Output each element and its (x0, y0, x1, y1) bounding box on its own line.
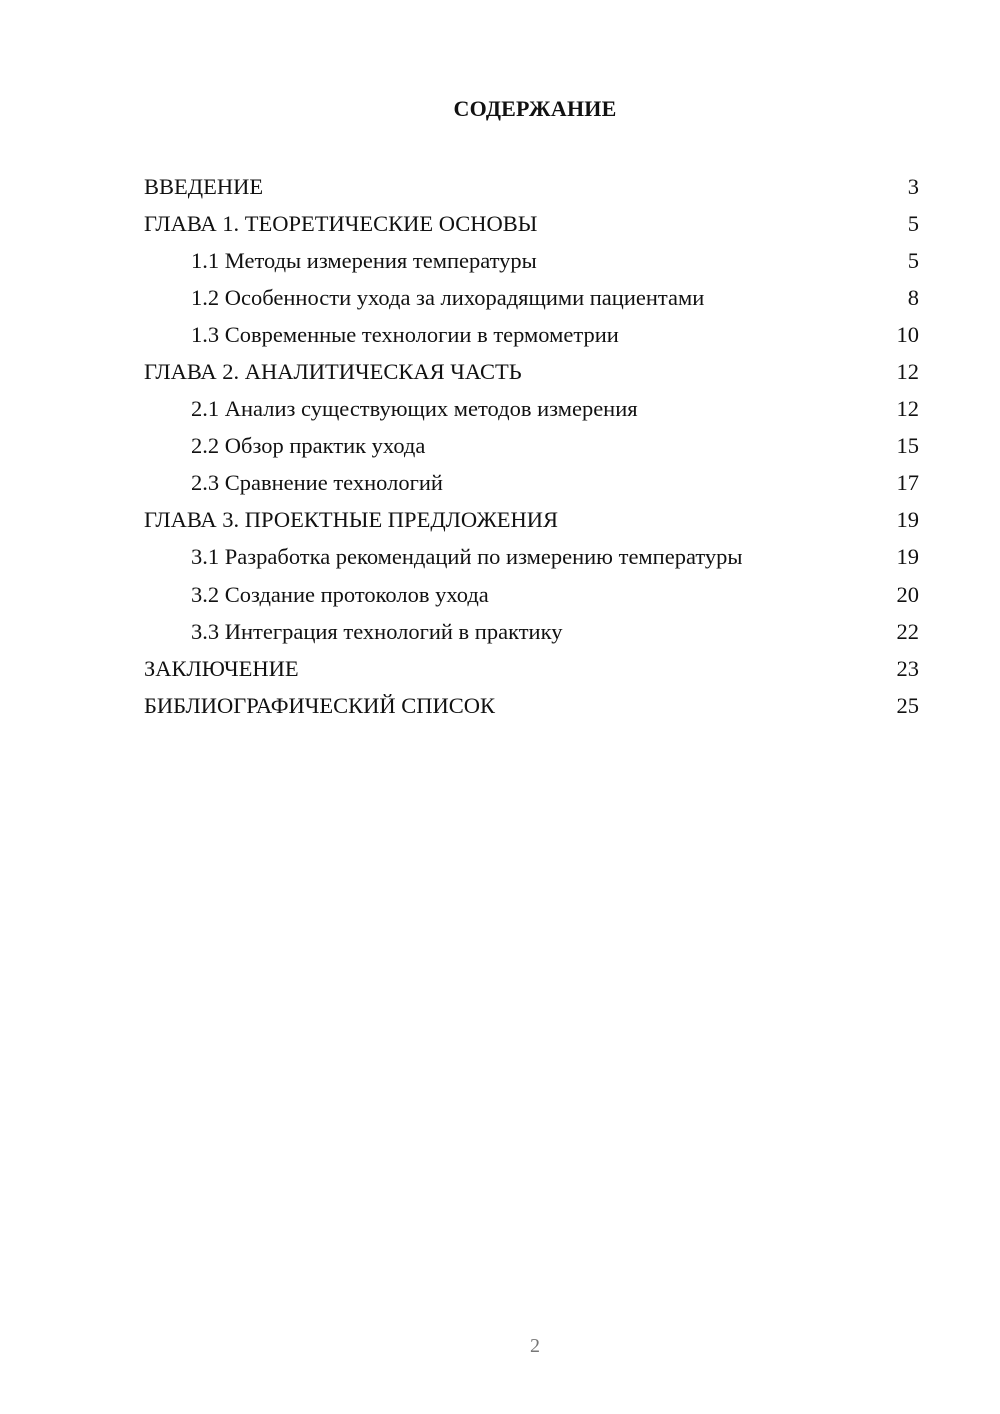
page-number: 2 (530, 1335, 540, 1357)
toc-entry-label: ЗАКЛЮЧЕНИЕ (144, 655, 299, 681)
toc-entry-chapter-3 (144, 502, 919, 539)
toc-entry-chapter-1 (144, 205, 919, 242)
toc-entry-section-2-3 (144, 465, 919, 502)
toc-entry-label: 3.1 Разработка рекомендаций по измерению температуры (191, 544, 743, 570)
toc-entry-page: 15 (896, 433, 919, 459)
toc-entry-label: ГЛАВА 3. ПРОЕКТНЫЕ ПРЕДЛОЖЕНИЯ (144, 507, 559, 533)
toc-entry-page: 25 (896, 692, 919, 718)
toc-entry-page: 3 (907, 173, 919, 199)
toc-entry-label: 2.3 Сравнение технологий (191, 470, 443, 496)
toc-entry-label: ВВЕДЕНИЕ (144, 173, 264, 199)
toc-entry-introduction (144, 168, 919, 205)
toc-entry-section-2-2 (144, 428, 919, 465)
toc-entry-page: 12 (896, 396, 919, 422)
toc-entry-label: 3.2 Создание протоколов ухода (191, 581, 489, 607)
toc-entry-label: 2.1 Анализ существующих методов измерения (191, 396, 638, 422)
toc-entry-page: 8 (907, 284, 919, 310)
toc-entry-label: 1.3 Современные технологии в термометрии (191, 321, 619, 347)
toc-entry-section-3-1 (144, 539, 919, 576)
toc-entry-section-1-3 (144, 316, 919, 353)
toc-entry-chapter-2 (144, 353, 919, 390)
toc-entry-page: 22 (896, 618, 919, 644)
toc-entry-bibliography (144, 687, 919, 724)
toc-entry-page: 19 (896, 544, 919, 570)
toc-entry-section-3-2 (144, 576, 919, 613)
toc-entry-section-3-3 (144, 613, 919, 650)
toc-entry-conclusion (144, 650, 919, 687)
toc-entry-label: 2.2 Обзор практик ухода (191, 433, 426, 459)
toc-entry-label: ГЛАВА 2. АНАЛИТИЧЕСКАЯ ЧАСТЬ (144, 359, 522, 385)
toc-entry-page: 17 (896, 470, 919, 496)
toc-entry-page: 12 (896, 359, 919, 385)
table-of-contents (144, 168, 919, 724)
toc-entry-label: 1.1 Методы измерения температуры (191, 247, 537, 273)
toc-entry-page: 19 (896, 507, 919, 533)
toc-entry-section-1-1 (144, 242, 919, 279)
toc-entry-section-2-1 (144, 391, 919, 428)
toc-entry-page: 20 (896, 581, 919, 607)
toc-entry-label: БИБЛИОГРАФИЧЕСКИЙ СПИСОК (144, 692, 496, 718)
toc-entry-page: 5 (907, 210, 919, 236)
toc-entry-label: 3.3 Интеграция технологий в практику (191, 618, 563, 644)
toc-entry-label: 1.2 Особенности ухода за лихорадящими пациентами (191, 284, 705, 310)
toc-entry-page: 5 (907, 247, 919, 273)
toc-entry-section-1-2 (144, 279, 919, 316)
toc-entry-label: ГЛАВА 1. ТЕОРЕТИЧЕСКИЕ ОСНОВЫ (144, 210, 538, 236)
toc-entry-page: 10 (896, 321, 919, 347)
toc-entry-page: 23 (896, 655, 919, 681)
page-title: СОДЕРЖАНИЕ (453, 96, 617, 121)
